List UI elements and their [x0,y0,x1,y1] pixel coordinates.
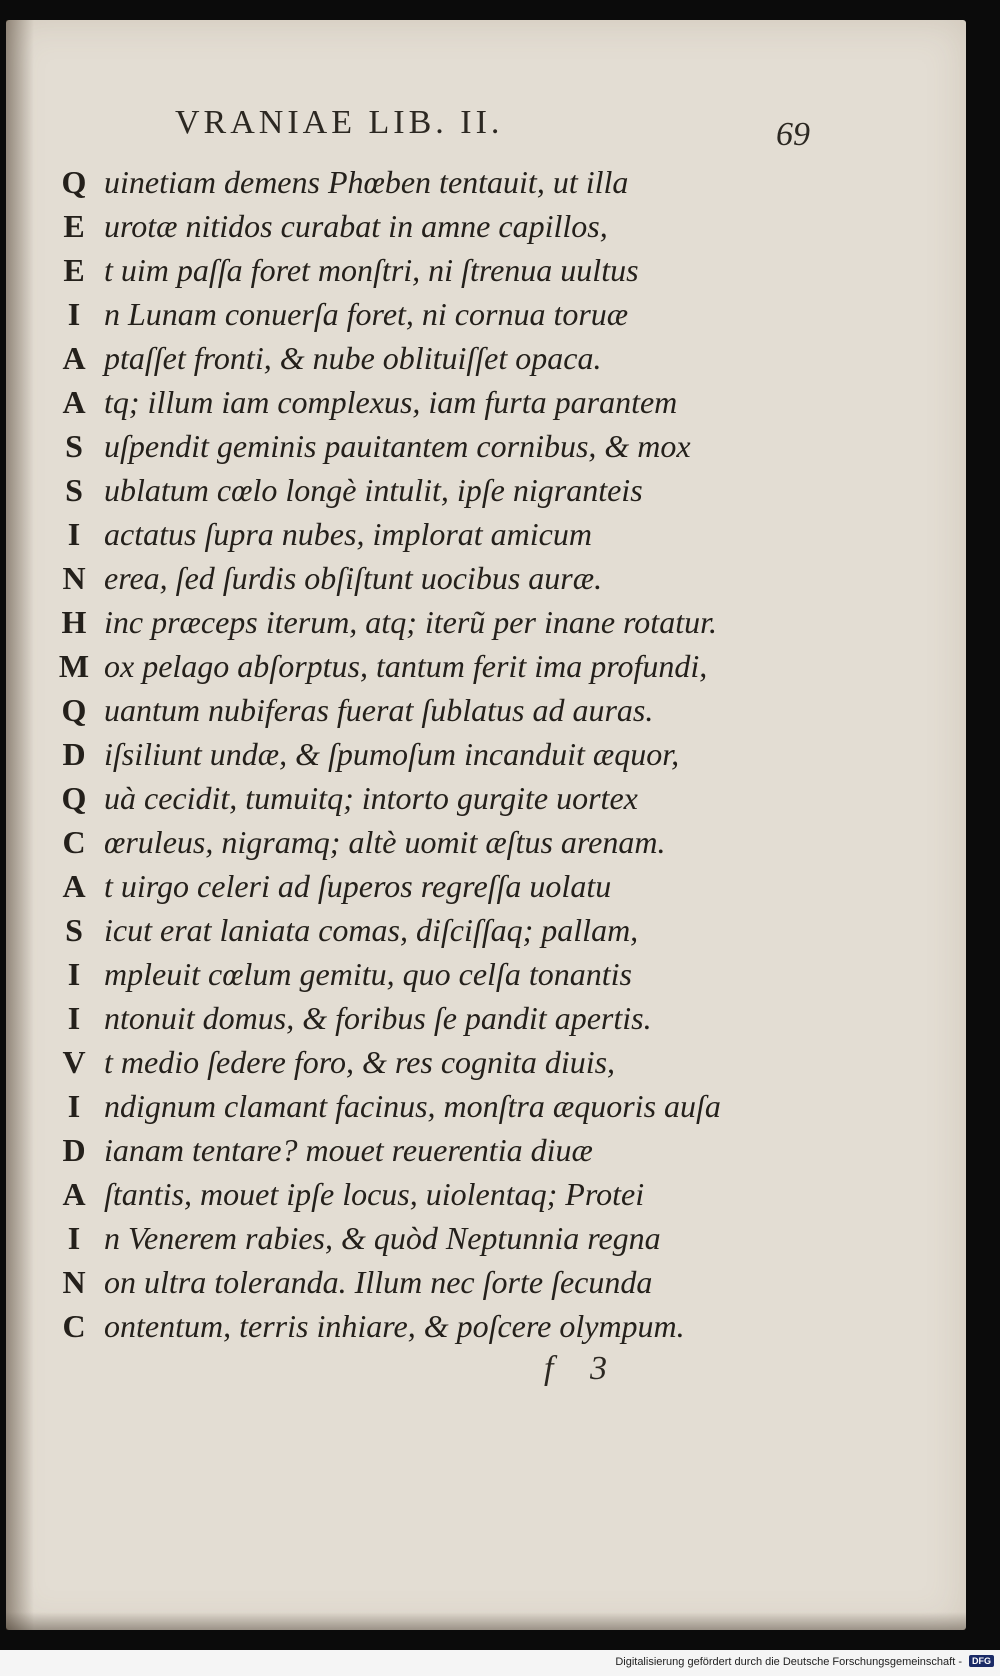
page-bottom-edge [6,1612,966,1630]
line-initial: V [62,1044,86,1080]
line-initial: I [67,956,81,992]
line-initial: N [62,560,86,596]
verse-line [44,1040,784,1084]
line-text: inc præceps iterum, atq; iterũ per inane rotatur. [104,604,717,640]
verse-line [44,996,784,1040]
line-initial: Q [61,780,87,816]
line-text: t medio ſedere foro, & res cognita diuis, [104,1044,616,1080]
line-initial: Q [61,692,87,728]
line-text: ptaſſet fronti, & nube oblituiſſet opaca. [104,340,602,376]
line-initial: I [67,1220,81,1256]
verse-line [44,336,784,380]
line-text: ndignum clamant facinus, monſtra æquoris auſa [104,1088,721,1124]
verse-line [44,1216,784,1260]
line-text: erea, ſed ſurdis obſiſtunt uocibus auræ. [104,560,603,596]
line-text: urotæ nitidos curabat in amne capillos, [104,208,608,244]
verse-line [44,204,784,248]
line-initial: S [65,912,83,948]
line-initial: A [62,1176,86,1212]
footer-credit: Digitalisierung gefördert durch die Deutsche Forschungsgemeinschaft - [615,1656,962,1668]
verse-line [44,380,784,424]
verse-line [44,600,784,644]
line-initial: E [63,208,85,244]
verse-line [44,908,784,952]
line-text: ontentum, terris inhiare, & poſcere olympum. [104,1308,685,1344]
verse-line [44,688,784,732]
dfg-logo: DFG [969,1655,994,1667]
line-text: uſpendit geminis pauitantem cornibus, & mox [104,428,691,464]
verse-line [44,864,784,908]
line-initial: Q [61,164,87,200]
line-initial: A [62,868,86,904]
line-initial: I [67,1088,81,1124]
signature-mark: f 3 [544,1350,621,1387]
page-number: 69 [776,116,810,153]
line-text: œruleus, nigramq; altè uomit æſtus arenam. [104,824,666,860]
verse-line [44,160,784,204]
line-text: uinetiam demens Phœben tentauit, ut illa [104,164,629,200]
verse-line [44,1304,784,1348]
line-text: ianam tentare? mouet reuerentia diuæ [104,1132,593,1168]
line-initial: I [67,1000,81,1036]
verse-line [44,512,784,556]
line-text: iſsiliunt undæ, & ſpumoſum incanduit æquor, [104,736,680,772]
verse-lines [44,160,784,1348]
line-text: mpleuit cœlum gemitu, quo celſa tonantis [104,956,632,992]
verse-line [44,820,784,864]
verse-line [44,468,784,512]
verse-line [44,644,784,688]
line-initial: C [62,1308,86,1344]
line-text: uà cecidit, tumuitq; intorto gurgite uortex [104,780,638,816]
gutter-shadow [6,20,34,1630]
verse-line [44,1260,784,1304]
verse-line [44,1128,784,1172]
line-initial: D [62,736,86,772]
line-text: ublatum cœlo longè intulit, ipſe nigranteis [104,472,643,508]
line-initial: H [61,604,87,640]
line-text: ſtantis, mouet ipſe locus, uiolentaq; Protei [104,1176,645,1212]
line-initial: A [62,340,86,376]
verse-line [44,952,784,996]
line-initial: S [65,472,83,508]
running-head: VRANIAE LIB. II. [175,104,504,141]
line-text: t uim paſſa foret monſtri, ni ſtrenua uultus [104,252,639,288]
verse-line [44,732,784,776]
verse-line [44,556,784,600]
verse-line [44,424,784,468]
line-text: icut erat laniata comas, diſciſſaq; pallam, [104,912,639,948]
line-text: t uirgo celeri ad ſuperos regreſſa uolatu [104,868,612,904]
verse-line [44,248,784,292]
line-initial: I [67,516,81,552]
line-text: uantum nubiferas fuerat ſublatus ad auras. [104,692,654,728]
line-initial: N [62,1264,86,1300]
verse-line [44,776,784,820]
verse-line [44,1084,784,1128]
line-initial: I [67,296,81,332]
line-initial: M [58,648,90,684]
line-initial: E [63,252,85,288]
line-initial: C [62,824,86,860]
line-text: n Venerem rabies, & quòd Neptunnia regna [104,1220,661,1256]
line-initial: D [62,1132,86,1168]
line-text: ntonuit domus, & foribus ſe pandit apertis. [104,1000,652,1036]
line-text: actatus ſupra nubes, implorat amicum [104,516,592,552]
line-text: on ultra toleranda. Illum nec ſorte ſecunda [104,1264,653,1300]
line-initial: A [62,384,86,420]
line-initial: S [65,428,83,464]
line-text: n Lunam conuerſa foret, ni cornua toruæ [104,296,629,332]
verse-line [44,292,784,336]
verse-line [44,1172,784,1216]
line-text: ox pelago abſorptus, tantum ferit ima profundi, [104,648,708,684]
line-text: tq; illum iam complexus, iam furta parantem [104,384,678,420]
